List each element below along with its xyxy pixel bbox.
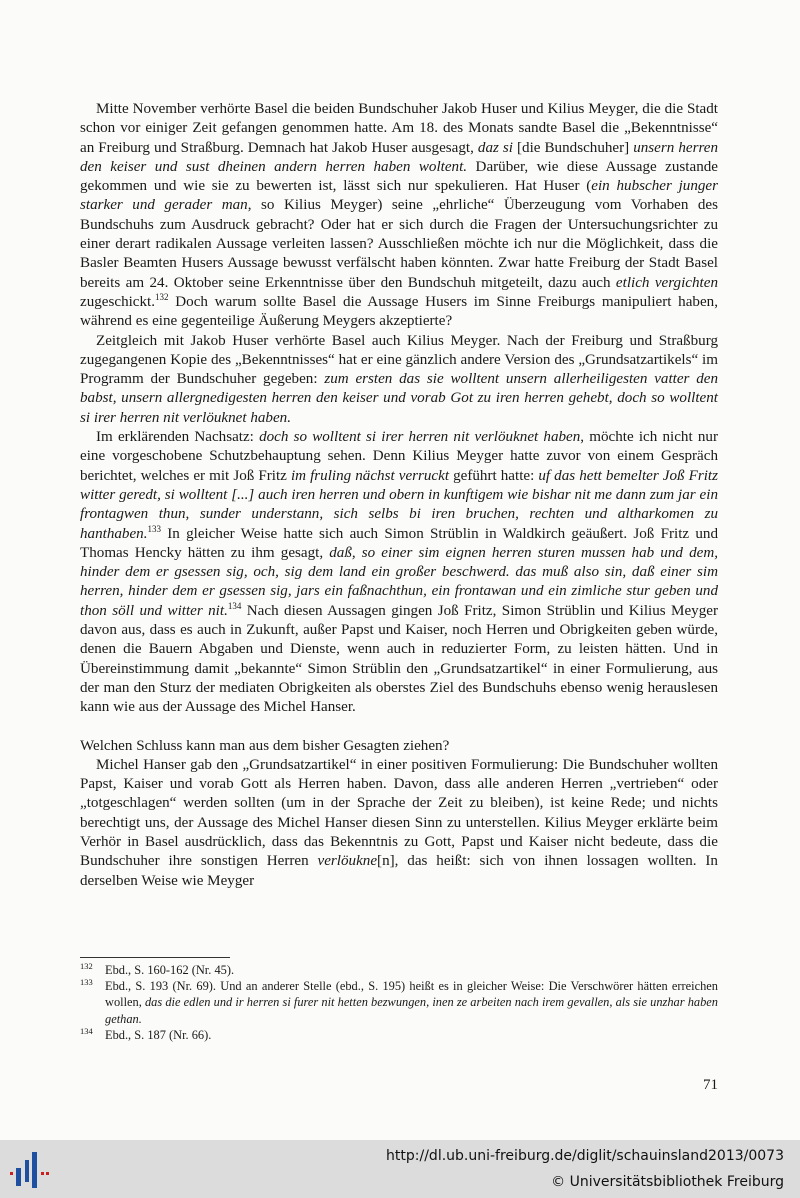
footnote-134 — [80, 1027, 718, 1043]
quoted-source-text: zum ersten das sie wolltent unsern allerheiligesten vatter den babst, unsern allergnedigesten herren den keiser und vorab Got zu iren herren gehebt, doch so wolltent si irer herren nit verlöuknet haben. — [80, 371, 718, 426]
text-run: Darüber, wie diese Aussage zustande gekommen und wie sie zu bewerten ist, lässt sich nur spekulieren. Hat Huser ( — [80, 158, 718, 195]
text-run: , möchte ich nicht nur eine vorgeschobene Schutzbehauptung sehen. Denn Kilius Meyger hatte zuvor von einem Gespräch berichtet, welches er mit Joß Fritz — [80, 429, 718, 484]
paragraph-4 — [80, 737, 718, 756]
footnote-number: 132 — [80, 961, 93, 971]
text-run: geführt hatte: — [449, 467, 539, 484]
text-run: Im erklärenden Nachsatz: — [96, 429, 260, 446]
text-run: [die Bundschuher] — [512, 139, 634, 156]
text-run: Welchen Schluss kann man aus dem bisher Gesagten ziehen? — [80, 737, 450, 754]
text-run: Mitte November verhörte Basel die beiden Bundschuher Jakob Huser und Kilius Meyger, die die Stadt schon vor einiger Zeit gefangen genommen hatte. Am 18. des Monats sandte Basel die „Bekenntnisse“ an Freiburg und Straßburg. Demnach hat Jakob Huser ausgesagt, — [80, 101, 718, 156]
footnote-text — [105, 978, 718, 1027]
logo-bar-1 — [16, 1168, 21, 1186]
body-text — [80, 100, 718, 891]
footnote-reference: 134 — [227, 600, 242, 611]
text-run: Nach diesen Aussagen gingen Joß Fritz, Simon Strüblin und Kilius Meyger davon aus, dass es auch in Zukunft, außer Papst und Kaiser, noch Herren und Obrigkeiten geben würde, denen die Bauern Abgaben und Dienste, wenn auch in reduzierter Form, zu leisten hätten. Und in Übereinstimmung damit „bekannte“ Simon Strüblin den „Grundsatzartikel“ in einer Formulierung, aus der man den Sturz der mediaten Obrigkeiten als oberstes Ziel des Bundschuhs ebenso wenig herauslesen kann wie aus der Aussage des Michel Hanser. — [80, 602, 718, 716]
footnote-number: 133 — [80, 977, 93, 988]
text-run: Doch warum sollte Basel die Aussage Husers im Sinne Freiburgs manipuliert haben, während es eine gegenteilige Äußerung Meygers akzeptierte? — [80, 293, 718, 330]
footnote-reference: 133 — [147, 523, 161, 534]
quoted-source-text: etlich vergichten — [615, 274, 718, 291]
logo-bar-2 — [25, 1160, 29, 1182]
footnotes — [80, 962, 718, 1043]
footnote-133 — [80, 978, 718, 1027]
text-run: Zeitgleich mit Jakob Huser verhörte Basel auch Kilius Meyger. Nach der Freiburg und Straßburg zugegangenen Kopie des „Bekenntnisses“ hat er eine gänzlich andere Version des „Grundsatzartikels“ im Programm der Bundschuher gegeben: — [80, 332, 718, 388]
footnote-reference: 132 — [155, 291, 169, 302]
footnote-text — [105, 1027, 718, 1043]
footnote-number: 134 — [80, 1025, 93, 1036]
text-run: [n], das heißt: sich von ihnen lossagen wollten. In derselben Weise wie Meyger — [80, 853, 718, 889]
quoted-source-text: ein hubscher junger starker und gerader man — [80, 178, 718, 214]
quoted-source-text: daß, so einer sim eignen herren sturen mussen hab und dem, hinder dem er gsessen sig, och, sig dem land ein großer beschwerd. das muß also sin, daß einer sim herren, hinder dem er gsessen sig, jars ein faßnachthun, ein frontawan und ein zimliche stur geben und thon söll und witter nit. — [80, 544, 718, 619]
text-run: , so Kilius Meyger) seine „ehrliche“ Überzeugung vom Vorhaben des Bundschuhs zum Ausdruck gebracht? Oder hat er sich durch die Fragen der Untersuchungsrichter zu einer derart radikalen Aussage verleiten lassen? Ausschließen möchte ich nur die Möglichkeit, dass die Basler Beamten Husers Aussage bewusst verfälscht haben könnten. Zwar hatte Freiburg der Stadt Basel bereits am 24. Oktober seine Erkenntnisse über den Bundschuh mitgeteilt, dazu auch — [80, 197, 718, 291]
quoted-source-text: uf das hett bemelter Joß Fritz witter geredt, si wolltent [...] auch iren herren und obern in kunftigem wie bishar nit me dann zum jar ein frontagwen thun, sunder understann, sich selbs bi iren bruchen, rechten und altharkomen zu hanthaben. — [80, 467, 719, 542]
quoted-source-text: das die edlen und ir herren si furer nit hetten bezwungen, inen ze arbeiten nach irem gevallen, als sie unzhar haben gethan. — [105, 995, 718, 1026]
text-run: Ebd., S. 187 (Nr. 66). — [105, 1027, 212, 1042]
paragraph-2 — [80, 332, 718, 428]
quoted-source-text: verlöukne — [317, 853, 378, 870]
logo-dot-1 — [10, 1172, 13, 1175]
text-run: Ebd., S. 193 (Nr. 69). Und an anderer Stelle (ebd., S. 195) heißt es in gleicher Weise: Die Verschwörer hätten erreichen wollen, — [105, 979, 718, 1010]
text-run: zugeschickt. — [80, 293, 156, 310]
page-number: 71 — [703, 1077, 718, 1093]
quoted-source-text: im fruling nächst verruckt — [290, 467, 450, 484]
quoted-source-text: unsern herren den keiser und sust dheinen andern herren haben woltent. — [80, 139, 719, 175]
library-logo-icon — [8, 1148, 52, 1192]
document-url-link[interactable]: http://dl.ub.uni-freiburg.de/diglit/schauinsland2013/0073 — [386, 1148, 784, 1164]
logo-bar-3 — [32, 1152, 37, 1188]
text-run: In gleicher Weise hatte sich auch Simon Strüblin in Waldkirch geäußert. Joß Fritz und Thomas Hencky hätten zu ihm gesagt, — [80, 525, 718, 561]
paragraph-1 — [80, 100, 718, 332]
paragraph-3 — [80, 428, 718, 717]
footnote-text — [105, 962, 718, 978]
quoted-source-text: daz si — [477, 139, 513, 156]
text-run: Ebd., S. 160-162 (Nr. 45). — [105, 963, 235, 977]
quoted-source-text: doch so wolltent si irer herren nit verlöuknet haben — [259, 429, 581, 446]
footnote-132 — [80, 962, 718, 978]
paragraph-5 — [80, 756, 718, 891]
footnote-rule — [80, 957, 230, 958]
copyright-text: © Universitätsbibliothek Freiburg — [551, 1174, 784, 1190]
logo-dot-2 — [41, 1172, 44, 1175]
footer-bar — [0, 1140, 800, 1198]
logo-dot-3 — [46, 1172, 49, 1175]
text-run: Michel Hanser gab den „Grundsatzartikel“ in einer positiven Formulierung: Die Bundschuher wollten Papst, Kaiser und vorab Gott als Herren haben. Davon, dass alle anderen Herren „vertrieben“ oder „totgeschlagen“ werden sollten (um in der Sprache der Zeit zu bleiben), ist keine Rede; und nichts berechtigt uns, der Aussage des Michel Hanser diesen Sinn zu unterstellen. Kilius Meyger erklärte beim Verhör in Basel ausdrücklich, dass das Bekenntnis zu Gott, Papst und Kaiser nicht bedeute, dass die Bundschuher ihre sonstigen Herren — [80, 756, 718, 870]
